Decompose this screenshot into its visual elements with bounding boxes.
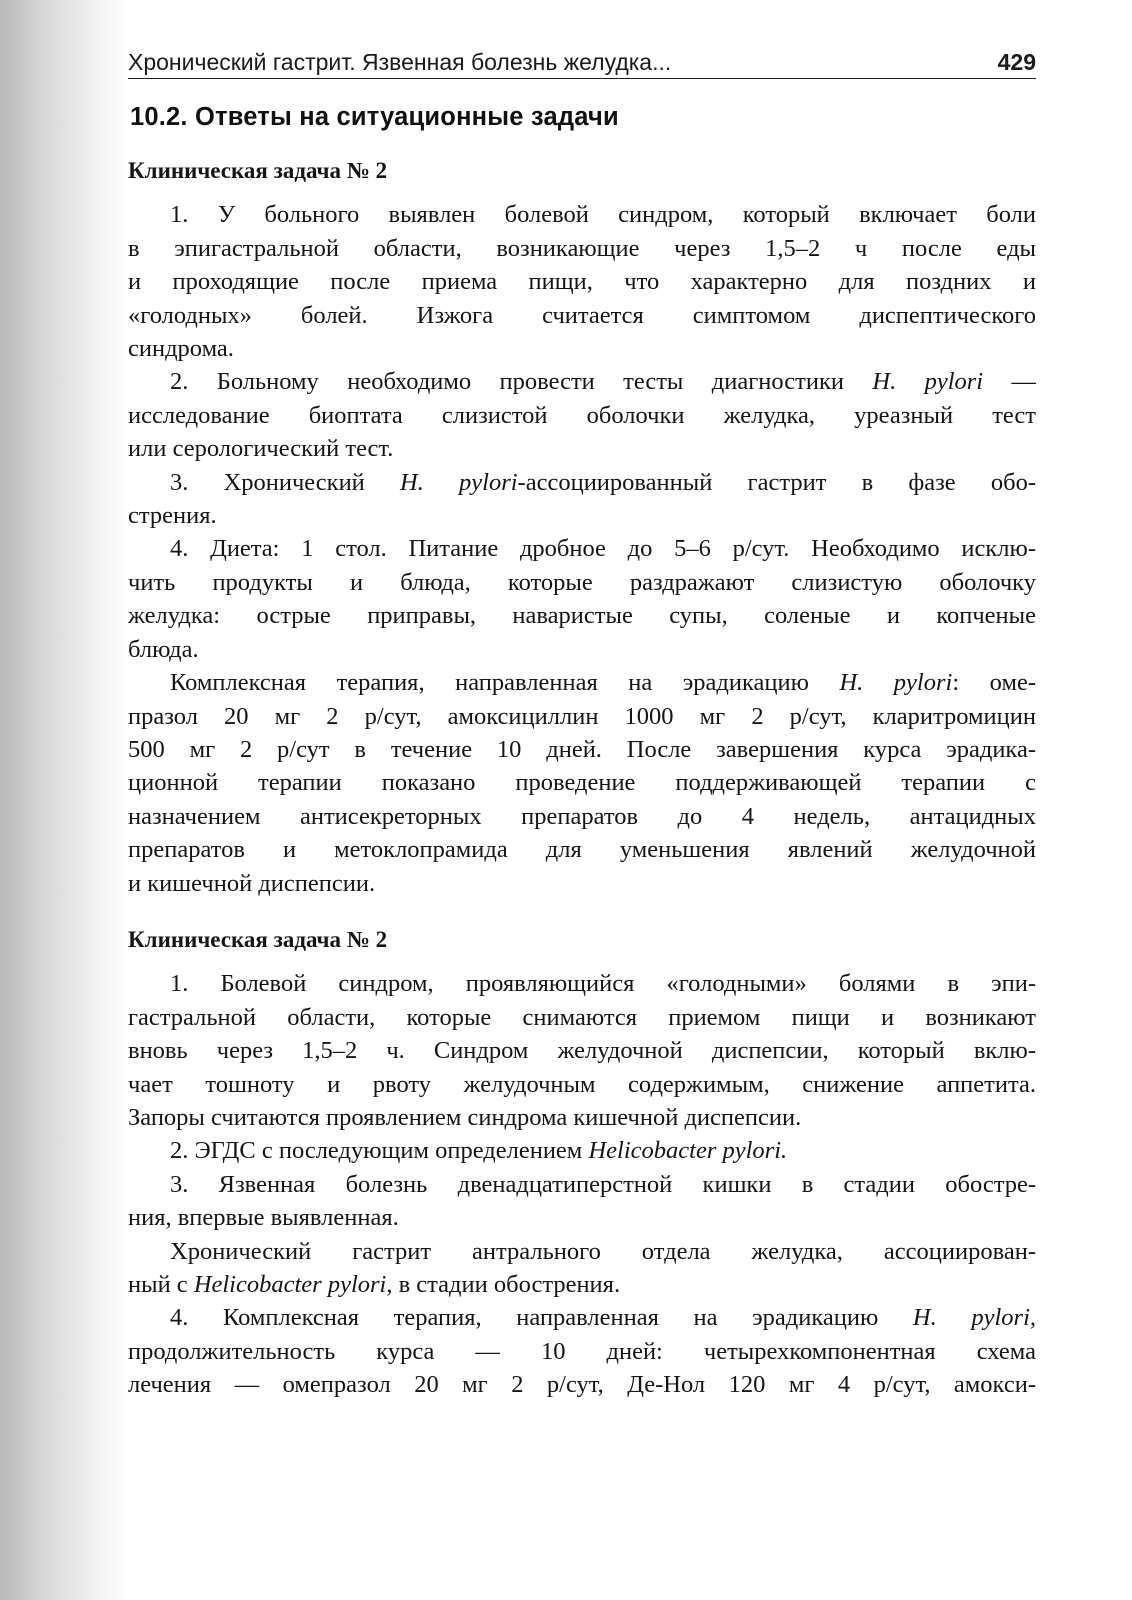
task-1-text	[128, 198, 1036, 900]
text-line: препаратов и метоклопрамида для уменьшения явлений желудочной	[128, 836, 1036, 864]
text-line: гастральной области, которые снимаются приемом пищи и возникают	[128, 1003, 1036, 1031]
text-line: 500 мг 2 р/сут в течение 10 дней. После завершения курса эрадика-	[128, 735, 1036, 763]
text-line: чить продукты и блюда, которые раздражают слизистую оболочку	[128, 568, 1036, 596]
task-1-heading: Клиническая задача № 2	[128, 158, 388, 183]
task-2-heading: Клиническая задача № 2	[128, 926, 388, 952]
text-line: Запоры считаются проявлением синдрома кишечной диспепсии.	[128, 1103, 802, 1131]
text-line: ционной терапии показано проведение поддерживающей терапии с	[128, 769, 1036, 797]
text-line: продолжительность курса — 10 дней: четырехкомпонентная схема	[128, 1337, 1036, 1365]
text-line: 2. Больному необходимо провести тесты диагностики H. pylori —	[170, 368, 1037, 396]
text-line: празол 20 мг 2 р/сут, амоксициллин 1000 мг 2 р/сут, кларитромицин	[128, 702, 1036, 730]
page-number: 429	[997, 49, 1036, 75]
section-title: 10.2. Ответы на ситуационные задачи	[130, 103, 619, 131]
text-line: или серологический тест.	[128, 435, 394, 463]
text-line: лечения — омепразол 20 мг 2 р/сут, Де-Нол 120 мг 4 р/сут, амокси-	[128, 1371, 1036, 1399]
text-line: стрения.	[128, 502, 217, 530]
clinical-task-1	[128, 154, 1036, 900]
text-line: 2. ЭГДС с последующим определением Helicobacter pylori.	[170, 1137, 788, 1165]
text-line: ния, впервые выявленная.	[128, 1204, 399, 1232]
italic-term: Helicobacter pylori	[193, 1271, 387, 1298]
text-line: Комплексная терапия, направленная на эрадикацию H. pylori: оме-	[170, 669, 1036, 697]
italic-term: Helicobacter pylori.	[588, 1137, 788, 1165]
text-line: блюда.	[128, 635, 199, 663]
text-line: назначением антисекреторных препаратов до 4 недель, антацидных	[128, 802, 1036, 830]
text-line: синдрома.	[128, 335, 234, 363]
italic-term: H. pylori	[872, 368, 984, 396]
running-header	[128, 42, 1036, 79]
text-line: чает тошноту и рвоту желудочным содержимым, снижение аппетита.	[128, 1070, 1036, 1098]
text-line: и кишечной диспепсии.	[128, 869, 376, 897]
text-line: 3. Язвенная болезнь двенадцатиперстной кишки в стадии обостре-	[170, 1170, 1036, 1198]
clinical-task-2	[128, 923, 1036, 1402]
text-line: 1. У больного выявлен болевой синдром, который включает боли	[170, 201, 1036, 229]
task-2-text	[128, 967, 1036, 1401]
running-title: Хронический гастрит. Язвенная болезнь желудка...	[128, 49, 672, 75]
text-line: 3. Хронический H. pylori-ассоциированный гастрит в фазе обо-	[170, 468, 1036, 496]
italic-term: H. pylori,	[912, 1304, 1036, 1332]
text-line: ный с Helicobacter pylori, в стадии обострения.	[128, 1271, 621, 1298]
text-line: в эпигастральной области, возникающие через 1,5–2 ч после еды	[128, 234, 1036, 262]
text-line: 1. Болевой синдром, проявляющийся «голодными» болями в эпи-	[170, 970, 1036, 998]
text-line: желудка: острые приправы, наваристые супы, соленые и копченые	[128, 602, 1036, 630]
text-line: Хронический гастрит антрального отдела желудка, ассоциирован-	[170, 1237, 1036, 1265]
text-line: «голодных» болей. Изжога считается симптомом диспептического	[128, 301, 1036, 329]
italic-term: H. pylori	[400, 468, 518, 496]
text-line: 4. Комплексная терапия, направленная на эрадикацию H. pylori,	[170, 1304, 1036, 1332]
text-line: исследование биоптата слизистой оболочки желудка, уреазный тест	[128, 401, 1036, 429]
text-line: 4. Диета: 1 стол. Питание дробное до 5–6 р/сут. Необходимо исклю-	[170, 535, 1036, 563]
book-page	[128, 42, 1036, 1402]
page-edge-shadow	[0, 0, 130, 1600]
text-line: вновь через 1,5–2 ч. Синдром желудочной диспепсии, который вклю-	[128, 1037, 1036, 1065]
text-line: и проходящие после приема пищи, что характерно для поздних и	[128, 268, 1036, 296]
italic-term: H. pylori	[839, 669, 953, 697]
